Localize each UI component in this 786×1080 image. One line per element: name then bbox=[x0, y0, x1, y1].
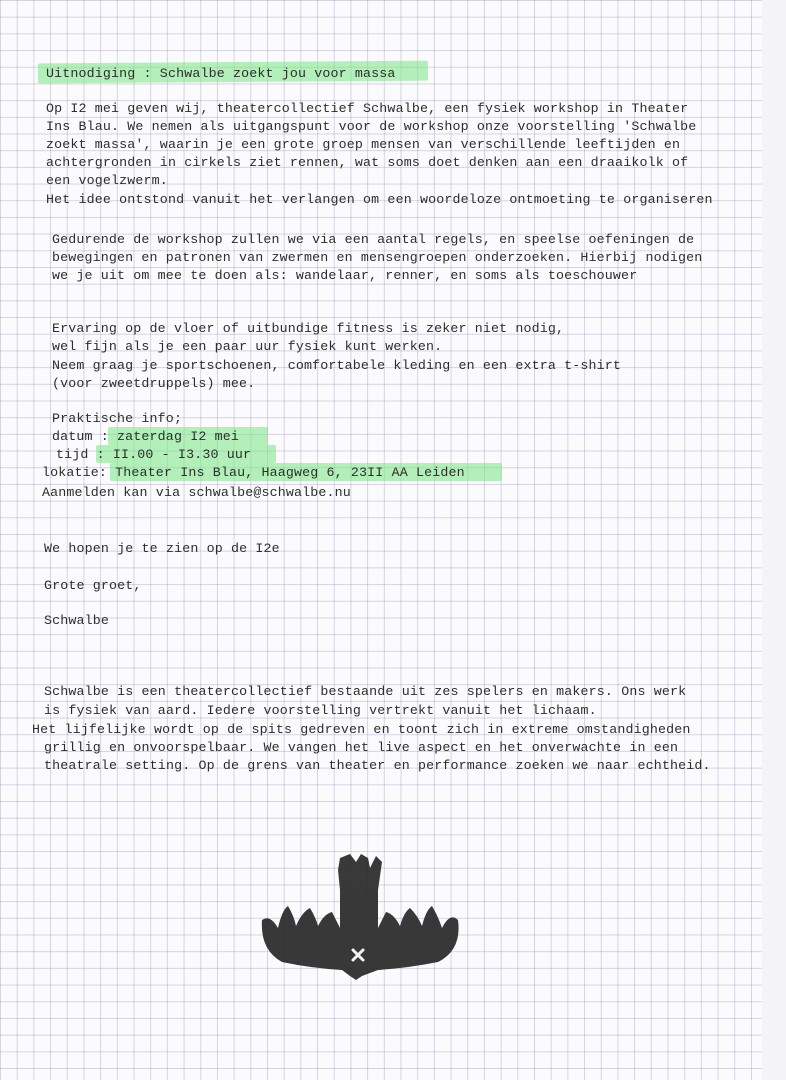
letter-title: Uitnodiging : Schwalbe zoekt jou voor massa bbox=[46, 66, 396, 81]
practical-location: lokatie: Theater Ins Blau, Haagweg 6, 23II AA Leiden bbox=[42, 465, 465, 480]
intro-line: Op I2 mei geven wij, theatercollectief Schwalbe, een fysiek workshop in Theater bbox=[46, 101, 689, 116]
intro-line: Ins Blau. We nemen als uitgangspunt voor de workshop onze voorstelling 'Schwalbe bbox=[46, 119, 697, 134]
intro-line: een vogelzwerm. bbox=[46, 173, 168, 188]
about-line: is fysiek van aard. Iedere voorstelling vertrekt vanuit het lichaam. bbox=[44, 703, 597, 718]
practical-signup: Aanmelden kan via schwalbe@schwalbe.nu bbox=[42, 485, 351, 500]
workshop-line: we je uit om mee te doen als: wandelaar, renner, en soms als toeschouwer bbox=[52, 268, 638, 283]
intro-line: achtergronden in cirkels ziet rennen, wat soms doet denken aan een draaikolk of bbox=[46, 155, 689, 170]
about-line: theatrale setting. Op de grens van theater en performance zoeken we naar echtheid. bbox=[44, 758, 711, 773]
experience-line: (voor zweetdruppels) mee. bbox=[52, 376, 256, 391]
experience-line: Ervaring op de vloer of uitbundige fitness is zeker niet nodig, bbox=[52, 321, 565, 336]
practical-date: datum : zaterdag I2 mei bbox=[52, 429, 239, 444]
about-line: Het lijfelijke wordt op de spits gedreven en toont zich in extreme omstandigheden bbox=[32, 722, 691, 737]
experience-line: Neem graag je sportschoenen, comfortabele kleding en een extra t-shirt bbox=[52, 358, 622, 373]
swallow-logo-icon bbox=[258, 850, 462, 982]
page-edge bbox=[762, 0, 786, 1080]
intro-line: zoekt massa', waarin je een grote groep mensen van verschillende leeftijden en bbox=[46, 137, 681, 152]
experience-line: wel fijn als je een paar uur fysiek kunt werken. bbox=[52, 339, 443, 354]
intro-line: Het idee ontstond vanuit het verlangen om een woordeloze ontmoeting te organiseren bbox=[46, 192, 713, 207]
about-line: Schwalbe is een theatercollectief bestaande uit zes spelers en makers. Ons werk bbox=[44, 684, 687, 699]
about-line: grillig en onvoorspelbaar. We vangen het live aspect en het onverwachte in een bbox=[44, 740, 679, 755]
workshop-line: bewegingen en patronen van zwermen en mensengroepen onderzoeken. Hierbij nodigen bbox=[52, 250, 703, 265]
signature-line: Schwalbe bbox=[44, 613, 110, 628]
greeting-line: Grote groet, bbox=[44, 578, 142, 593]
practical-heading: Praktische info; bbox=[52, 411, 183, 426]
closing-line: We hopen je te zien op de I2e bbox=[44, 541, 280, 556]
practical-time: tijd : II.00 - I3.30 uur bbox=[56, 447, 252, 462]
workshop-line: Gedurende de workshop zullen we via een aantal regels, en speelse oefeningen de bbox=[52, 232, 695, 247]
